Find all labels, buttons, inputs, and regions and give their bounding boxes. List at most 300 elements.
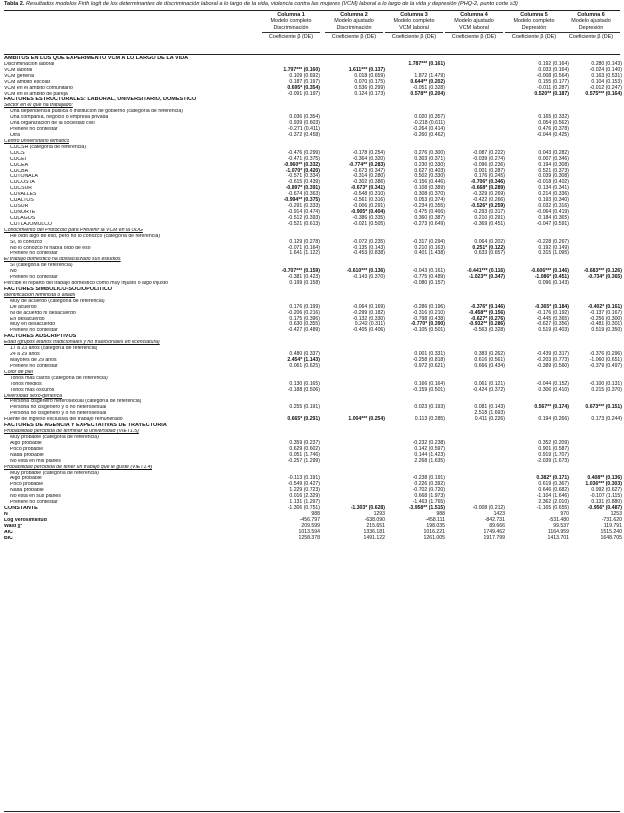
row-label: FACTORES DE AGENCIA Y EXPECTATIVAS DE TRAYECTORIA xyxy=(4,423,167,429)
row-label: 17 a 23 años (categoría de referencia) xyxy=(10,346,98,352)
cell-col-6: -0.024 (0.140) xyxy=(589,66,622,73)
row-label: Persona no cisgénero y o no heterosexual xyxy=(10,411,107,417)
cell-col-5: -0.011 (0.287) xyxy=(537,84,569,91)
row-label: Diversidad sexo-genérica xyxy=(4,393,63,399)
cell-col-3: 0.303 (0.371) xyxy=(414,155,445,162)
cell-col-2: 1.611*** (0.137) xyxy=(348,66,385,73)
cell-col-1: 0.199 (0.158) xyxy=(289,280,320,287)
row-label: Una dependencia pública o institución de gobierno (categoría de referencia) xyxy=(10,109,183,115)
cell-col-1: 1.131 (1.297) xyxy=(289,499,320,506)
cell-col-1: -0.091 (0.197) xyxy=(287,90,320,97)
cell-col-5: -0.627 (0.356) xyxy=(536,321,569,328)
cell-col-2: 0.536 (0.299) xyxy=(354,84,385,91)
cell-col-1: -0.512 (0.393) xyxy=(287,214,320,221)
cell-col-6: 0.131 (0.880) xyxy=(591,499,622,506)
cell-col-6: -0.402* (0.161) xyxy=(587,303,622,310)
row-label: De acuerdo xyxy=(10,304,37,310)
cell-col-5: 0.033 (0.164) xyxy=(538,66,569,73)
cell-col-6: -0.137 (0.167) xyxy=(589,309,622,316)
cell-col-3: -0.080 (0.157) xyxy=(412,280,445,287)
cell-col-5: 1413.701 xyxy=(547,534,569,541)
row-label: Muy probable (categoría de referencia) xyxy=(10,470,99,476)
cell-col-6: 119.791 xyxy=(603,522,622,529)
row-label: Prefiere no contestar xyxy=(10,363,58,369)
row-label: Tonos más oscuros xyxy=(10,387,55,393)
cell-col-5: -0.008 (0.564) xyxy=(536,72,569,79)
cell-col-3: -0.232 (0.238) xyxy=(412,439,445,446)
cell-col-4: -0.627* (0.276) xyxy=(470,315,505,322)
cell-col-6: 0.408** (0.136) xyxy=(587,475,622,482)
cell-col-5: 0.039 (0.308) xyxy=(538,173,569,180)
row-label: CUCS xyxy=(10,150,25,156)
cell-col-6: -0.379 (0.497) xyxy=(589,362,622,369)
cell-col-2: -0.178 (0.254) xyxy=(352,149,385,156)
cell-col-2: 1.004*** (0.254) xyxy=(348,416,385,423)
row-label: 24 a 29 años xyxy=(10,352,40,358)
row-label: VCM en el ámbito comunitario xyxy=(4,85,73,91)
cell-col-3: -0.264 (0.414) xyxy=(412,126,445,133)
cell-col-2: -0.299 (0.182) xyxy=(352,309,385,316)
cell-col-5: 0.382* (0.171) xyxy=(536,475,569,482)
cell-col-4: -0.096 (0.236) xyxy=(472,161,505,168)
cell-col-5: -0.606*** (0.146) xyxy=(530,268,569,275)
cell-col-6: 0.575*** (0.164) xyxy=(585,90,622,97)
bottom-rule xyxy=(4,811,620,812)
row-label: Sector en el que ha trabajado: xyxy=(4,103,73,109)
row-label: CUTLAJOMULCO xyxy=(10,221,52,227)
cell-col-3: -458.111 xyxy=(425,516,445,523)
cell-col-2: -0.302 (0.386) xyxy=(352,179,385,186)
cell-col-3: 0.502 (0.330) xyxy=(414,173,445,180)
row-label: Wald χ² xyxy=(4,523,23,529)
cell-col-6: 0.673*** (0.151) xyxy=(585,404,622,411)
row-label: CUCSH (categoría de referencia) xyxy=(10,144,86,150)
table-caption xyxy=(4,1,620,8)
cell-col-5: 0.043 (0.282) xyxy=(538,149,569,156)
cell-col-4: 0.411 (0.226) xyxy=(474,416,505,423)
cell-col-6: -0.734* (0.365) xyxy=(587,274,622,281)
cell-col-3: -0.218 (0.611) xyxy=(413,120,445,127)
cell-col-5: 0.165 (0.332) xyxy=(538,114,569,121)
cell-col-6: 1253 xyxy=(610,510,622,517)
cell-col-4: -0.087 (0.222) xyxy=(472,149,505,156)
cell-col-2: -0.673 (0.347) xyxy=(352,167,385,174)
row-label: Poco probable xyxy=(10,482,44,488)
row-label: Nada probable xyxy=(10,452,44,458)
cell-col-4: -0.039 (0.274) xyxy=(472,155,505,162)
cell-col-4: -0.706* (0.346) xyxy=(470,179,505,186)
cell-col-4: -0.422 (0.266) xyxy=(472,197,505,204)
row-label: Log verosimilitud xyxy=(4,517,47,523)
cell-col-5: -0.389 (0.560) xyxy=(536,362,569,369)
cell-col-5: 970 xyxy=(560,510,569,517)
row-label: Sí (categoría de referencia) xyxy=(10,263,73,269)
cell-col-1: 1258.378 xyxy=(298,534,320,541)
cell-col-6: 1515.240 xyxy=(600,528,622,535)
row-label: Tonos más claros (categoría de referencia) xyxy=(10,375,108,381)
cell-col-1: 0.051 (1.746) xyxy=(289,451,320,458)
cell-col-1: -0.381 (0.423) xyxy=(287,274,320,281)
cell-col-4: 89.666 xyxy=(489,522,505,529)
row-label: En desacuerdo xyxy=(10,316,45,322)
cell-col-2: -0.006 (0.291) xyxy=(352,203,385,210)
cell-col-3: -0.317 (0.294) xyxy=(412,238,445,245)
row-label: CUNORTE xyxy=(10,209,36,215)
cell-col-1: 0.187 (0.197) xyxy=(289,78,320,85)
cell-col-3: -0.316 (0.210) xyxy=(412,309,445,316)
row-label: Prefiere no contestar xyxy=(10,251,58,257)
cell-col-3: -0.702 (0.720) xyxy=(412,487,445,494)
cell-col-5: 2.362 (2.010) xyxy=(538,499,569,506)
cell-col-5: -0.228 (0.267) xyxy=(536,238,569,245)
cell-col-3: 0.142 (0.597) xyxy=(414,445,445,452)
cell-col-3: 0.053 (0.374) xyxy=(414,197,445,204)
cell-col-1: 988 xyxy=(311,510,320,517)
cell-col-3: -0.238 (0.191) xyxy=(412,475,445,482)
cell-col-6: -0.100 (0.131) xyxy=(589,380,622,387)
cell-col-1: 0.695* (0.354) xyxy=(287,84,320,91)
cell-col-3: 0.644** (0.202) xyxy=(410,78,445,85)
cell-col-2: -0.774** (0.283) xyxy=(348,161,385,168)
cell-col-6: -731.620 xyxy=(601,516,622,523)
cell-col-3: 0.113 (0.285) xyxy=(414,416,445,423)
cell-col-3: 1261.005 xyxy=(423,534,445,541)
cell-col-2: -0.314 (0.280) xyxy=(352,173,385,180)
cell-col-1: -0.960** (0.332) xyxy=(283,161,320,168)
cell-col-2: -0.453 (0.838) xyxy=(352,250,385,257)
row-label: CULAGOS xyxy=(10,215,36,221)
cell-col-2: -0.143 (0.370) xyxy=(352,274,385,281)
cell-col-1: 1.797*** (0.160) xyxy=(283,66,320,73)
cell-col-1: -0.188 (0.506) xyxy=(287,386,320,393)
cell-col-4: -0.441*** (0.116) xyxy=(466,268,505,275)
cell-col-3: 0.276 (0.300) xyxy=(414,149,445,156)
cell-col-1: -0.615 (0.439) xyxy=(287,179,320,186)
row-label: Algo probable xyxy=(10,476,42,482)
row-label: Persona cisgénero heterosexual (categoría de referencia) xyxy=(10,399,142,405)
cell-col-4: 0.666 (0.434) xyxy=(474,362,505,369)
cell-col-6: 0.280 (0.143) xyxy=(591,60,622,67)
cell-col-5: -0.044 (0.425) xyxy=(536,131,569,138)
cell-col-4: 0.251* (0.122) xyxy=(472,244,505,251)
cell-col-3: -0.286 (0.196) xyxy=(412,303,445,310)
cell-col-4: -0.329 (0.269) xyxy=(472,191,505,198)
row-label: Prefiere no contestar xyxy=(10,127,58,133)
cell-col-1: -0.257 (1.299) xyxy=(287,457,320,464)
column-header-2: Columna 2 Modelo ajustado Discriminación Coeficiente β (DE) xyxy=(325,12,383,41)
cell-col-6: 0.992 (0.627) xyxy=(591,487,622,494)
row-label: Ni de acuerdo ni desacuerdo xyxy=(10,310,76,316)
cell-col-2: -0.905* (0.404) xyxy=(350,208,385,215)
cell-col-3: -3.958** (1.515) xyxy=(408,505,445,512)
cell-col-5: 0.315 (1.095) xyxy=(538,250,569,257)
cell-col-3: 0.230 (0.330) xyxy=(414,161,445,168)
cell-col-5: -0.439 (0.317) xyxy=(536,351,569,358)
row-label: Sí, lo conozco xyxy=(10,239,43,245)
cell-col-4: -0.369 (0.451) xyxy=(472,220,505,227)
caption-text: Resultados modelos Firth logit de los determinantes de discriminación laboral a lo largo de la vida, violencia contra las mujeres (VCM) laboral a lo largo de la vida y depresión (PHQ-2, punto corte ≥3) xyxy=(25,1,518,7)
cell-col-3: -0.258 (0.818) xyxy=(412,357,445,364)
row-label: CUSUR xyxy=(10,204,29,210)
row-label: Muy probable (categoría de referencia) xyxy=(10,435,99,440)
row-label: Identificación feminista o aliadx xyxy=(4,292,76,298)
cell-col-3: 2.268 (1.635) xyxy=(414,457,445,464)
cell-col-1: -1.070* (0.420) xyxy=(285,167,320,174)
cell-col-1: 0.129 (0.278) xyxy=(289,238,320,245)
cell-col-5: 0.134 (0.341) xyxy=(538,185,569,192)
cell-col-4: -0.008 (0.212) xyxy=(472,505,505,512)
cell-col-3: 0.308 (0.370) xyxy=(414,191,445,198)
row-label: CUCOSTA xyxy=(10,180,35,186)
cell-col-5: 0.032 (0.316) xyxy=(538,203,569,210)
row-label: Tonos medios xyxy=(10,381,42,387)
cell-col-1: 0.016 (2.329) xyxy=(289,493,320,500)
cell-col-6: 0.163 (0.531) xyxy=(591,72,622,79)
row-label: Nada probable xyxy=(10,488,44,494)
row-label: Probabilidad percibida de tener un trabajo que le guste (VIET1.4) xyxy=(4,464,153,470)
cell-col-2: -0.072 (0.235) xyxy=(352,238,385,245)
cell-col-6: -0.376 (0.296) xyxy=(589,351,622,358)
cell-col-5: 0.619 (0.367) xyxy=(538,481,569,488)
row-label: VCM laboral xyxy=(4,67,33,73)
cell-col-6: 0.519 (0.350) xyxy=(591,327,622,334)
cell-col-5: 0.646 (0.682) xyxy=(538,487,569,494)
column-header-5: Columna 5 Modelo completo Depresión Coeficiente β (DE) xyxy=(505,12,563,41)
cell-col-2: -0.405 (0.406) xyxy=(352,327,385,334)
cell-col-6: 1648.705 xyxy=(600,534,622,541)
cell-col-5: 1164.959 xyxy=(547,528,569,535)
row-label: VCM general xyxy=(4,73,35,79)
cell-col-3: 0.360 (0.387) xyxy=(414,214,445,221)
cell-col-3: -0.156 (0.446) xyxy=(412,179,445,186)
row-label: CUTONALÁ xyxy=(10,174,38,180)
cell-col-1: 0.176 (0.199) xyxy=(289,303,320,310)
cell-col-4: -0.424 (0.372) xyxy=(472,386,505,393)
cell-col-2: 0.070 (0.175) xyxy=(354,78,385,85)
cell-col-5: 0.155 (0.177) xyxy=(538,78,569,85)
cell-col-3: -0.798 (0.438) xyxy=(412,315,445,322)
cell-col-2: 215.651 xyxy=(366,522,385,529)
header-rule xyxy=(4,54,620,55)
row-label: BIC xyxy=(4,535,13,541)
cell-col-5: 0.214 (0.336) xyxy=(538,191,569,198)
cell-col-4: -1.023** (0.347) xyxy=(468,274,505,281)
cell-col-3: 0.401 (1.438) xyxy=(414,250,445,257)
row-label: Probabilidad percibida de terminar la universidad (VIET1.5) xyxy=(4,429,139,435)
cell-col-1: -0.707*** (0.159) xyxy=(281,268,320,275)
cell-col-3: -0.043 (0.161) xyxy=(412,268,445,275)
row-label: Prefiere no contestar xyxy=(10,275,58,281)
cell-col-2: -638.090 xyxy=(364,516,385,523)
row-label: CONSTANTE xyxy=(4,506,38,512)
cell-col-3: 1016.221 xyxy=(423,528,445,535)
cell-col-1: 0.480 (0.337) xyxy=(289,351,320,358)
cell-col-5: 0.567** (0.174) xyxy=(534,404,569,411)
cell-col-1: -0.372 (0.458) xyxy=(287,131,320,138)
row-label: CUVALLES xyxy=(10,192,37,198)
row-label: Prefiere no contestar xyxy=(10,328,58,334)
row-label: Percibe el reparto del trabajo doméstico como muy injusto o algo injusto xyxy=(4,281,169,287)
cell-col-4: 1917.799 xyxy=(483,534,505,541)
cell-col-3: 1.787*** (0.161) xyxy=(408,60,445,67)
cell-col-4: 1423 xyxy=(493,510,505,517)
cell-col-3: 0.578** (0.204) xyxy=(410,90,445,97)
row-label: Muy en desacuerdo xyxy=(10,322,56,328)
cell-col-1: 0.629 (0.602) xyxy=(289,445,320,452)
cell-col-5: -0.445 (0.365) xyxy=(536,315,569,322)
top-rule xyxy=(4,10,620,11)
row-label: VCM en el ámbito de pareja xyxy=(4,91,68,97)
row-label: Edad (grupos etarios tradicionales y no tradicionales en licenciatura) xyxy=(4,340,160,346)
cell-col-4: -0.563 (0.328) xyxy=(472,327,505,334)
cell-col-2: 0.018 (0.659) xyxy=(354,72,385,79)
row-label: AIC xyxy=(4,529,13,535)
cell-col-5: 0.476 (0.378) xyxy=(538,126,569,133)
cell-col-1: 0.665* (0.291) xyxy=(287,416,320,423)
cell-col-1: -0.914 (0.474) xyxy=(287,208,320,215)
cell-col-1: 0.630 (0.355) xyxy=(289,321,320,328)
cell-col-4: -0.668* (0.289) xyxy=(470,185,505,192)
cell-col-1: 1.229 (0.723) xyxy=(289,487,320,494)
cell-col-6: -0.481 (0.301) xyxy=(589,321,622,328)
cell-col-1: 2.454* (1.143) xyxy=(287,357,320,364)
row-label: El trabajo doméstico ha obstaculizado sus estudios xyxy=(4,257,121,263)
cell-col-5: 0.520** (0.187) xyxy=(534,90,569,97)
cell-col-1: 0.359 (0.237) xyxy=(289,439,320,446)
cell-col-1: -0.271 (0.411) xyxy=(288,126,320,133)
cell-col-1: 0.130 (0.165) xyxy=(289,380,320,387)
cell-col-4: -0.376* (0.146) xyxy=(470,303,505,310)
row-label: Fuente de ingreso exclusiva del trabajo remunerado xyxy=(4,417,123,423)
cell-col-3: 0.023 (0.193) xyxy=(414,404,445,411)
cell-col-4: 0.633 (0.657) xyxy=(474,250,505,257)
cell-col-5: -0.018 (0.402) xyxy=(536,179,569,186)
cell-col-4: -842.731 xyxy=(484,516,505,523)
cell-col-3: -0.051 (0.328) xyxy=(412,84,445,91)
cell-col-3: 0.972 (0.621) xyxy=(414,362,445,369)
cell-col-5: -1.086* (0.451) xyxy=(534,274,569,281)
cell-col-1: 0.109 (0.692) xyxy=(289,72,320,79)
cell-col-2: -0.548 (0.310) xyxy=(352,191,385,198)
cell-col-1: 0.175 (0.396) xyxy=(289,315,320,322)
cell-col-5: 0.194 (0.266) xyxy=(538,416,569,423)
cell-col-1: 1.641 (1.122) xyxy=(289,250,320,257)
cell-col-1: 0.036 (0.354) xyxy=(289,114,320,121)
cell-col-6: -0.683*** (0.126) xyxy=(583,268,622,275)
row-label: Poco probable xyxy=(10,446,44,452)
row-label: No xyxy=(10,269,17,275)
row-label: Persona no cisgénero y o no heterosexual xyxy=(10,405,107,411)
cell-col-3: 0.627 (0.403) xyxy=(414,167,445,174)
cell-col-6: 1.036*** (0.303) xyxy=(585,481,622,488)
column-header-1: Columna 1 Modelo completo Discriminación Coeficiente β (DE) xyxy=(262,12,320,41)
cell-col-4: 0.061 (0.121) xyxy=(474,380,505,387)
column-header-6: Columna 6 Modelo ajustado Depresión Coeficiente β (DE) xyxy=(562,12,620,41)
cell-col-4: 0.616 (0.561) xyxy=(474,357,505,364)
cell-col-2: 1336.181 xyxy=(363,528,385,535)
cell-col-3: 0.020 (0.357) xyxy=(414,114,445,121)
cell-col-4: -0.458** (0.156) xyxy=(468,309,505,316)
table-body xyxy=(4,56,620,542)
cell-col-1: -0.206 (0.216) xyxy=(287,309,320,316)
cell-col-3: -0.273 (0.649) xyxy=(412,220,445,227)
cell-col-6: -0.956* (0.487) xyxy=(587,505,622,512)
cell-col-3: 0.210 (0.163) xyxy=(414,244,445,251)
cell-col-6: -0.107 (1.115) xyxy=(590,493,622,500)
row-label: CUCEA xyxy=(10,162,28,168)
cell-col-1: -0.071 (0.164) xyxy=(287,244,320,251)
cell-col-1: -1.306 (0.751) xyxy=(287,505,320,512)
cell-col-3: 0.166 (0.164) xyxy=(414,380,445,387)
row-label: Mayores de 29 años xyxy=(10,358,57,364)
cell-col-5: 0.184 (0.365) xyxy=(538,214,569,221)
cell-col-1: 0.255 (0.191) xyxy=(289,404,320,411)
cell-col-1: -0.897* (0.391) xyxy=(285,185,320,192)
cell-col-6: -0.012 (0.247) xyxy=(589,84,622,91)
row-label: Color de piel xyxy=(4,369,33,375)
row-label: CUCSUR xyxy=(10,186,32,192)
cell-col-1: -0.113 (0.191) xyxy=(288,475,320,482)
row-label: FACTORES ADSCRIPTIVOS xyxy=(4,334,77,340)
cell-col-4: -0.526* (0.259) xyxy=(470,203,505,210)
cell-col-2: 1293 xyxy=(373,510,385,517)
row-label: VCM ámbito escolar xyxy=(4,79,51,85)
row-label: N xyxy=(4,511,8,517)
cell-col-1: -0.549 (0.427) xyxy=(287,481,320,488)
cell-col-6: 0.215 (0.370) xyxy=(591,386,622,393)
cell-col-5: 0.519 (0.403) xyxy=(538,327,569,334)
cell-col-5: -1.104 (1.646) xyxy=(536,493,569,500)
cell-col-5: 0.194 (0.308) xyxy=(538,161,569,168)
cell-col-1: -0.476 (0.299) xyxy=(287,149,320,156)
cell-col-4: 0.064 (0.202) xyxy=(474,238,505,245)
cell-col-3: -0.234 (0.355) xyxy=(412,203,445,210)
cell-col-4: 0.210 (0.291) xyxy=(474,214,505,221)
row-label: Centro universitario temático xyxy=(4,138,70,144)
row-label: Una organización de la sociedad civil xyxy=(10,121,95,127)
column-header-3: Columna 3 Modelo completo VCM laboral Coeficiente β (DE) xyxy=(385,12,443,41)
cell-col-1: -0.994** (0.375) xyxy=(283,197,320,204)
row-label: Muy de acuerdo (categoría de referencia) xyxy=(10,298,105,304)
cell-col-4: -0.932** (0.286) xyxy=(468,321,505,328)
cell-col-5: 99.537 xyxy=(553,522,569,529)
row-label: No está en sus planes xyxy=(10,494,61,500)
caption-label: Tabla 2. xyxy=(4,1,25,7)
cell-col-2: -0.132 (0.330) xyxy=(352,315,385,322)
cell-col-5: -0.064 (0.419) xyxy=(536,208,569,215)
cell-col-2: -0.673* (0.341) xyxy=(350,185,385,192)
cell-col-3: -0.260 (0.462) xyxy=(412,131,445,138)
cell-col-5: 0.096 (0.143) xyxy=(538,280,569,287)
cell-col-4: 0.383 (0.262) xyxy=(474,351,505,358)
row-label: No está en mis planes xyxy=(10,458,61,464)
cell-col-4: 0.081 (0.143) xyxy=(474,404,505,411)
row-label: CUCBA xyxy=(10,168,28,174)
cell-col-2: 0.124 (0.173) xyxy=(354,90,385,97)
cell-col-1: 1013.594 xyxy=(298,528,320,535)
cell-col-3: -1.463 (1.765) xyxy=(412,499,445,506)
row-label: Discriminación laboral xyxy=(4,61,55,67)
cell-col-5: 0.919 (1.707) xyxy=(538,451,569,458)
cell-col-5: 0.007 (0.346) xyxy=(538,155,569,162)
cell-col-5: -0.203 (0.773) xyxy=(536,357,569,364)
cell-col-2: -0.064 (0.169) xyxy=(352,303,385,310)
cell-col-5: -0.176 (0.192) xyxy=(536,309,569,316)
cell-col-3: -0.770* (0.390) xyxy=(410,321,445,328)
row-label: Una compañía, negocio o empresa privada xyxy=(10,115,109,121)
cell-col-5: -0.044 (0.152) xyxy=(536,380,569,387)
cell-col-5: -2.039 (1.673) xyxy=(536,457,569,464)
